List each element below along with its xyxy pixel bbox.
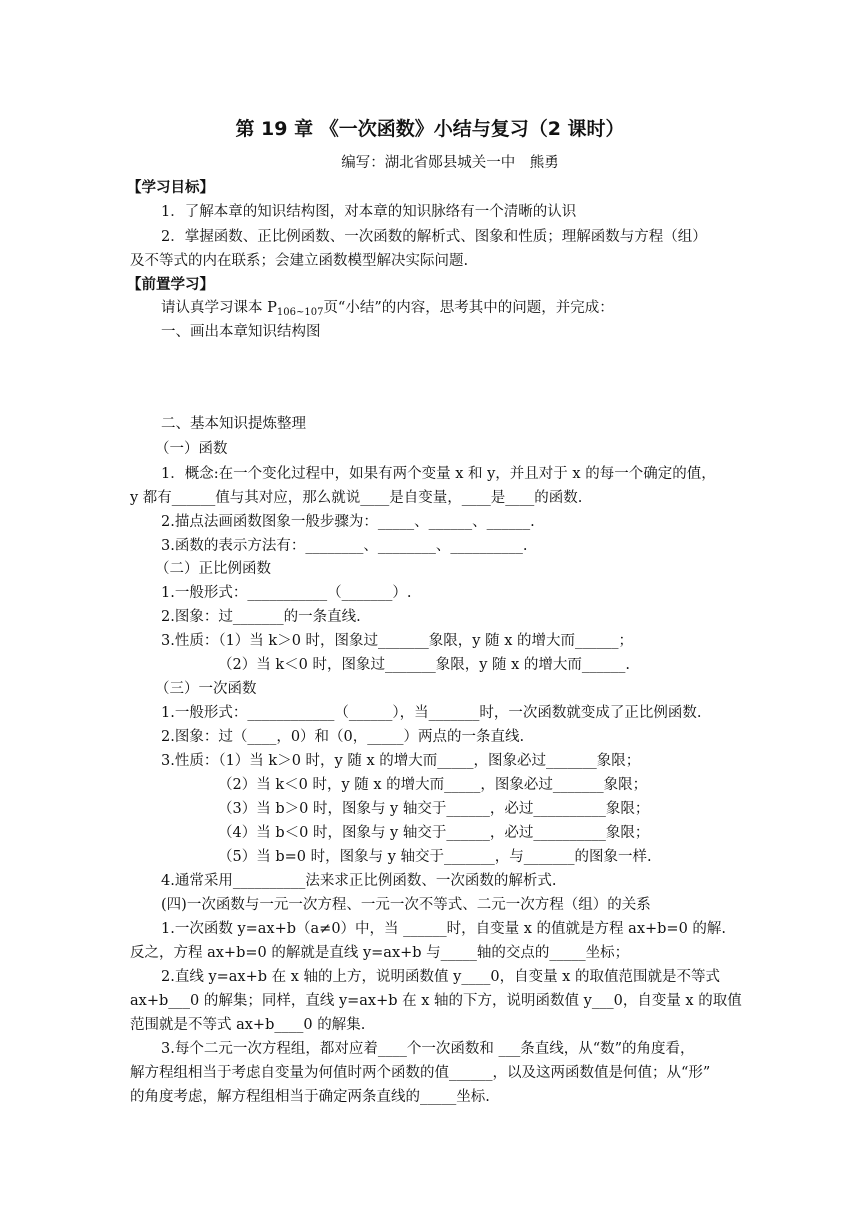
preview-intro: 请认真学习课本 $P_{106\sim 107}$页“小结”的内容，思考其中的问题，并完成： <box>161 300 614 318</box>
linear-property-1: 3.性质：（1）当 k＞0 时，y 随 x 的增大而_____，图象必过_______象限； <box>161 753 641 769</box>
preview-item-2: 二、基本知识提炼整理 <box>161 416 306 432</box>
function-representations: 3.函数的表示方法有：________、________、__________. <box>161 538 528 554</box>
linear-form: 1.一般形式：____________（______），当_______时，一次函数就变成了正比例函数. <box>161 705 702 721</box>
direct-heading: （二）正比例函数 <box>155 561 271 577</box>
preview-item-1: 一、画出本章知识结构图 <box>161 324 321 340</box>
relation-2c: 范围就是不等式 ax+b____0 的解集. <box>130 1017 366 1033</box>
direct-graph: 2.图象：过_______的一条直线. <box>161 609 361 625</box>
relation-2b: ax+b___0 的解集；同样，直线 y=ax+b 在 x 轴的下方，说明函数值 y___0，自变量 x 的取值 <box>130 993 742 1009</box>
function-concept-b: y 都有______值与其对应，那么就说____是自变量，____是____的函数. <box>130 490 583 506</box>
linear-heading: （三）一次函数 <box>155 681 257 697</box>
page-title: 第 19 章 《一次函数》小结与复习（2 课时） <box>235 118 625 140</box>
linear-property-2: （2）当 k＜0 时，y 随 x 的增大而_____，图象必过_______象限； <box>218 777 648 793</box>
relation-3b: 解方程组相当于考虑自变量为何值时两个函数的值______，以及这两函数值是何值；从“形” <box>130 1065 711 1081</box>
linear-property-5: （5）当 b=0 时，图象与 y 轴交于_______，与_______的图象一样. <box>218 849 652 865</box>
objective-2a: 2．掌握函数、正比例函数、一次函数的解析式、图象和性质；理解函数与方程（组） <box>161 229 707 245</box>
linear-property-4: （4）当 b＜0 时，图象与 y 轴交于______，必过__________象限； <box>218 825 650 841</box>
relation-3a: 3.每个二元一次方程组，都对应着____个一次函数和 ___条直线，从“数”的角度看， <box>161 1041 695 1057</box>
author-line: 编写：湖北省郧县城关一中 熊勇 <box>341 155 559 171</box>
linear-graph: 2.图象：过（____，0）和（0，_____）两点的一条直线. <box>161 729 525 745</box>
function-concept-a: 1．概念:在一个变化过程中，如果有两个变量 x 和 y，并且对于 x 的每一个确定的值， <box>161 466 716 482</box>
relation-3c: 的角度考虑，解方程组相当于确定两条直线的_____坐标. <box>130 1089 490 1105</box>
preview-heading: 【前置学习】 <box>127 277 214 293</box>
relation-heading: (四)一次函数与一元一次方程、一元一次不等式、二元一次方程（组）的关系 <box>161 897 651 913</box>
linear-property-3: （3）当 b＞0 时，图象与 y 轴交于______，必过__________象限； <box>218 801 650 817</box>
function-steps: 2.描点法画函数图象一般步骤为：_____、______、______. <box>161 514 535 530</box>
objective-1: 1．了解本章的知识结构图，对本章的知识脉络有一个清晰的认识 <box>161 204 577 220</box>
objective-2b: 及不等式的内在联系；会建立函数模型解决实际问题. <box>130 253 469 269</box>
function-heading: （一）函数 <box>155 441 228 457</box>
direct-property-2: （2）当 k＜0 时，图象过_______象限，y 随 x 的增大而______. <box>218 657 631 673</box>
objectives-heading: 【学习目标】 <box>127 180 214 196</box>
relation-1a: 1.一次函数 y=ax+b（a≠0）中，当 ______时，自变量 x 的值就是方程 ax+b=0 的解. <box>161 921 727 937</box>
direct-property-1: 3.性质：（1）当 k＞0 时，图象过_______象限，y 随 x 的增大而______； <box>161 633 633 649</box>
direct-form: 1.一般形式：___________（_______）. <box>161 585 412 601</box>
relation-2a: 2.直线 y=ax+b 在 x 轴的上方，说明函数值 y____0，自变量 x 的取值范围就是不等式 <box>161 969 720 985</box>
linear-method: 4.通常采用__________法来求正比例函数、一次函数的解析式. <box>161 873 557 889</box>
relation-1b: 反之，方程 ax+b=0 的解就是直线 y=ax+b 与_____轴的交点的_____坐标； <box>130 945 630 961</box>
